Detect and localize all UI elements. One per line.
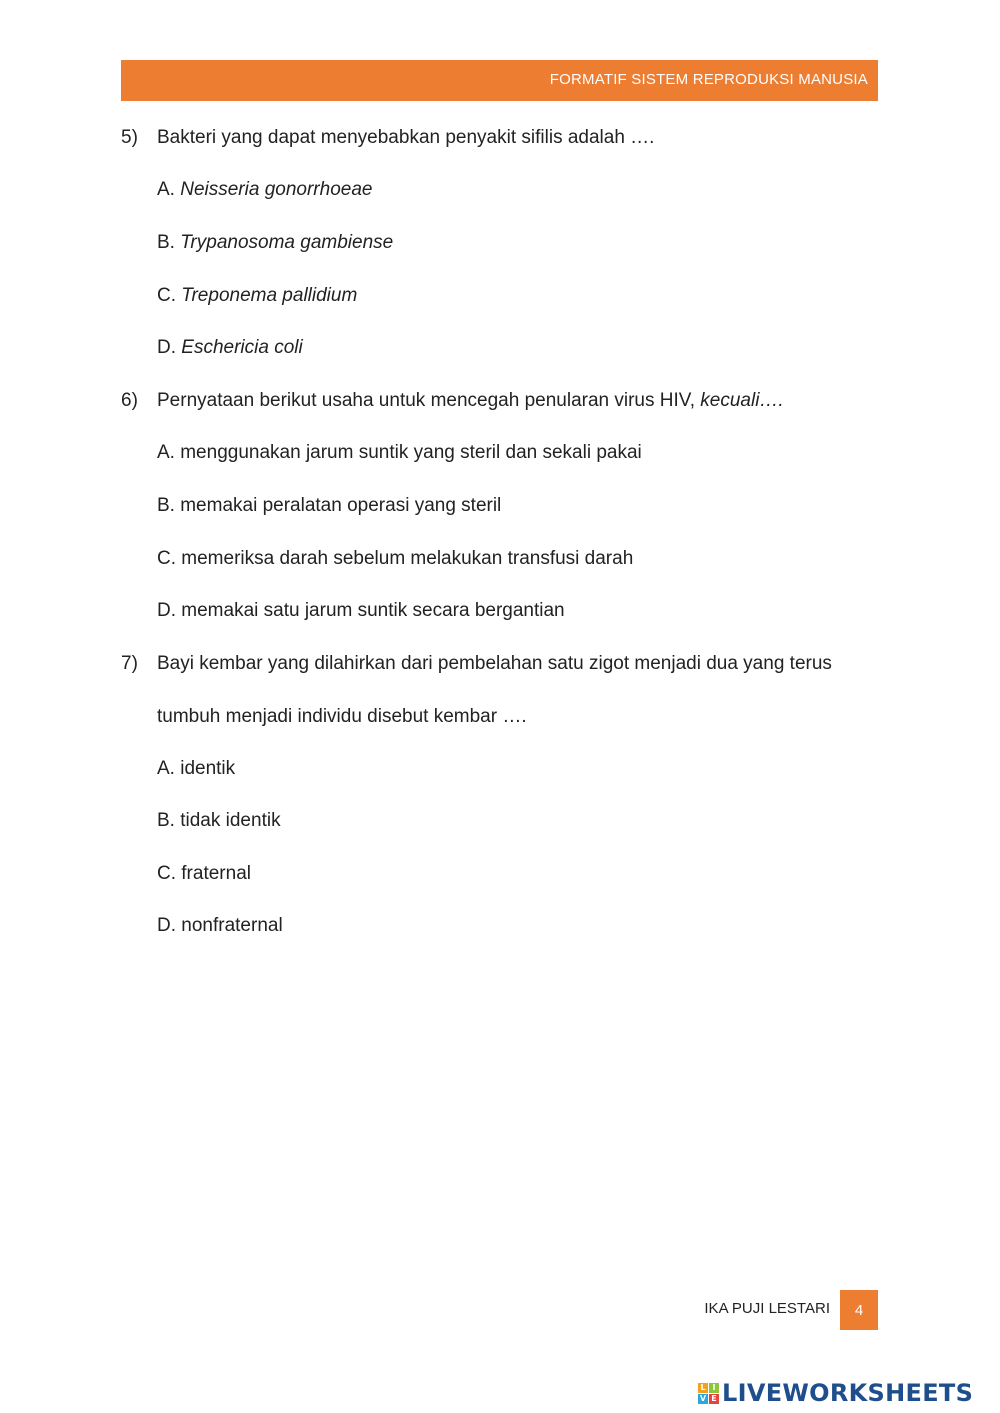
- liveworksheets-logo: [698, 1378, 973, 1408]
- question-5-option-b[interactable]: B. Trypanosoma gambiense: [157, 232, 394, 253]
- question-7-option-a[interactable]: A. identik: [157, 758, 236, 779]
- brand-icon-letter: E: [709, 1394, 719, 1404]
- header-title: FORMATIF SISTEM REPRODUKSI MANUSIA: [549, 71, 868, 88]
- question-6-option-a[interactable]: A. menggunakan jarum suntik yang steril dan sekali pakai: [157, 442, 642, 463]
- page-number: 4: [840, 1290, 878, 1330]
- question-7-option-c[interactable]: C. fraternal: [157, 863, 251, 884]
- brand-icon-letter: I: [709, 1383, 719, 1393]
- question-6-number: 6): [121, 390, 138, 411]
- question-5-option-a[interactable]: A. Neisseria gonorrhoeae: [157, 179, 373, 200]
- live-grid-icon: [698, 1383, 719, 1404]
- brand-icon-letter: L: [698, 1383, 708, 1393]
- question-7-number: 7): [121, 653, 138, 674]
- brand-icon-letter: V: [699, 1394, 707, 1403]
- question-7-text-line-1: Bayi kembar yang dilahirkan dari pembelahan satu zigot menjadi dua yang terus: [157, 653, 832, 674]
- footer-author: IKA PUJI LESTARI: [704, 1300, 830, 1317]
- question-6-option-b[interactable]: B. memakai peralatan operasi yang steril: [157, 495, 502, 516]
- question-6-option-d[interactable]: D. memakai satu jarum suntik secara bergantian: [157, 600, 565, 621]
- question-5-number: 5): [121, 127, 138, 148]
- header-bar: [121, 60, 878, 101]
- question-5-option-d[interactable]: D. Eschericia coli: [157, 337, 303, 358]
- question-7-option-b[interactable]: B. tidak identik: [157, 810, 281, 831]
- question-7-text-line-2: tumbuh menjadi individu disebut kembar ….: [157, 706, 527, 727]
- brand-text: LIVEWORKSHEETS: [722, 1379, 974, 1407]
- question-5-text: Bakteri yang dapat menyebabkan penyakit sifilis adalah ….: [157, 127, 655, 148]
- question-6-option-c[interactable]: C. memeriksa darah sebelum melakukan transfusi darah: [157, 548, 634, 569]
- question-5-option-c[interactable]: C. Treponema pallidium: [157, 285, 358, 306]
- question-7-option-d[interactable]: D. nonfraternal: [157, 915, 283, 936]
- question-6-text: Pernyataan berikut usaha untuk mencegah penularan virus HIV, kecuali….: [157, 390, 784, 411]
